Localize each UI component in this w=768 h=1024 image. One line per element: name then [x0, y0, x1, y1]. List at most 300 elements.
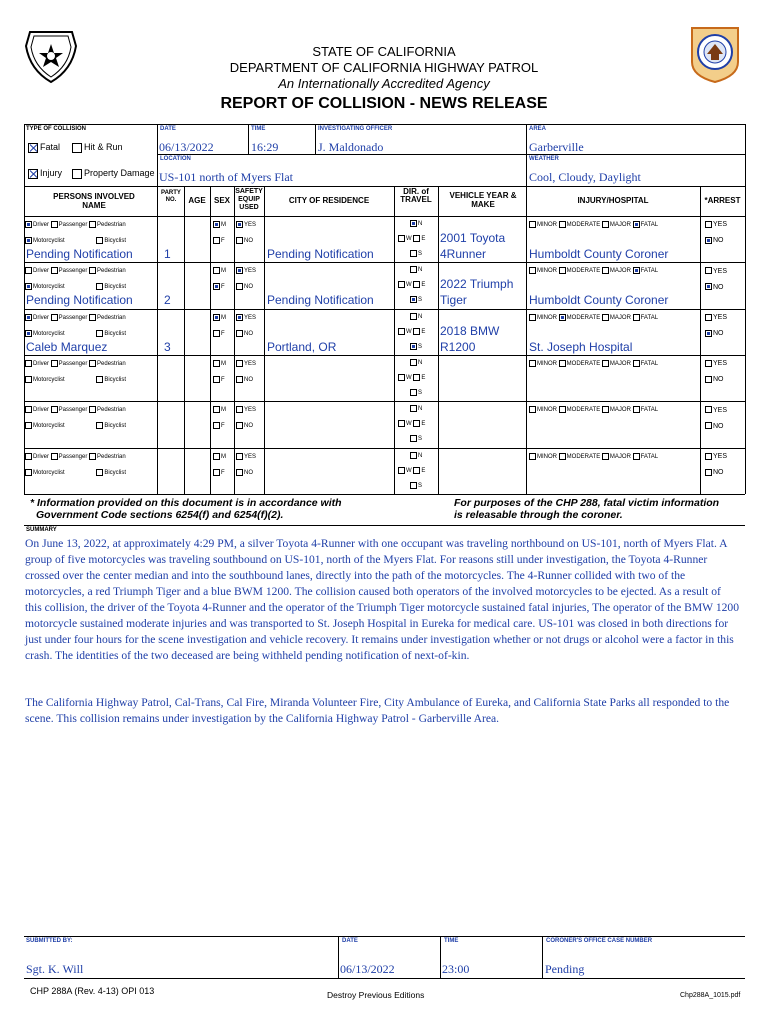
- safety-yes-option[interactable]: [236, 222, 256, 228]
- fatal-checkbox[interactable]: [28, 142, 60, 153]
- dir-n-option[interactable]: [410, 406, 422, 412]
- vehicle-line1: 2018 BMW: [440, 323, 500, 338]
- dir-s-option[interactable]: [410, 436, 422, 442]
- driver-option[interactable]: [25, 361, 49, 367]
- dir-s-option-label: S: [418, 297, 423, 304]
- dir-w-option[interactable]: [398, 468, 412, 474]
- arrest-no-option[interactable]: [705, 237, 724, 244]
- safety-no-option[interactable]: [236, 423, 253, 429]
- bicyclist-option-label: Bicyclist: [104, 330, 127, 337]
- injury-minor-option[interactable]: [529, 407, 557, 413]
- pedestrian-option[interactable]: [89, 268, 126, 274]
- dir-n-option-box: [410, 452, 417, 459]
- col-arrest: *ARREST: [704, 196, 741, 205]
- injury-fatal-option[interactable]: [633, 222, 658, 228]
- injury-hospital: Humboldt County Coroner: [529, 293, 669, 308]
- motorcyclist-option-label: Motorcyclist: [33, 284, 65, 291]
- safety-yes-option[interactable]: [236, 361, 256, 367]
- dir-n-option-label: N: [418, 267, 423, 274]
- injury-moderate-option-label: MODERATE: [566, 453, 601, 460]
- bicyclist-option-box: [96, 283, 103, 290]
- motorcyclist-option[interactable]: [25, 377, 65, 383]
- dir-s-option-label: S: [418, 436, 423, 443]
- pedestrian-option-label: Pedestrian: [97, 360, 126, 367]
- time-value: 16:29: [251, 140, 279, 154]
- passenger-option[interactable]: [51, 407, 88, 413]
- arrest-yes-option[interactable]: [705, 314, 727, 321]
- passenger-option-box: [51, 453, 58, 460]
- injury-minor-option-label: MINOR: [537, 407, 557, 414]
- sex-m-option[interactable]: [213, 222, 226, 228]
- injury-hospital: St. Joseph Hospital: [529, 339, 633, 354]
- passenger-option-box: [51, 314, 58, 321]
- passenger-option[interactable]: [51, 361, 88, 367]
- bicyclist-option-label: Bicyclist: [104, 423, 127, 430]
- injury-minor-option[interactable]: [529, 454, 557, 460]
- submitted-value: Sgt. K. Will: [26, 962, 84, 976]
- injury-fatal-option-box: [633, 453, 640, 460]
- arrest-no-option[interactable]: [705, 330, 724, 337]
- arrest-yes-option-label: YES: [713, 452, 728, 460]
- sex-f-option[interactable]: [213, 238, 225, 244]
- injury-moderate-option[interactable]: [559, 407, 601, 413]
- dir-s-option-label: S: [418, 251, 423, 258]
- arrest-no-option-box: [705, 330, 712, 337]
- coroner-line2: is releasable through the coroner.: [454, 509, 623, 521]
- pedestrian-option-box: [89, 221, 96, 228]
- driver-option-label: Driver: [33, 268, 49, 275]
- state-heading: STATE OF CALIFORNIA: [312, 44, 456, 59]
- motorcyclist-option-box: [25, 330, 32, 337]
- injury-moderate-option-label: MODERATE: [566, 314, 601, 321]
- property-box: [72, 169, 82, 179]
- motorcyclist-option-label: Motorcyclist: [33, 330, 65, 337]
- injury-fatal-option-box: [633, 406, 640, 413]
- passenger-option[interactable]: [51, 454, 88, 460]
- sex-f-option-box: [213, 283, 220, 290]
- injury-hospital: Humboldt County Coroner: [529, 247, 669, 261]
- arrest-no-option-box: [705, 237, 712, 244]
- dir-s-option-box: [410, 389, 417, 396]
- injury-fatal-option-label: FATAL: [640, 222, 659, 229]
- safety-yes-option-box: [236, 453, 243, 460]
- motorcyclist-option[interactable]: [25, 331, 65, 337]
- sex-f-option-label: F: [221, 423, 225, 430]
- motorcyclist-option[interactable]: [25, 423, 65, 429]
- vehicle-line2: R1200: [440, 339, 476, 354]
- driver-option[interactable]: [25, 268, 49, 274]
- injury-moderate-option-label: MODERATE: [566, 222, 601, 229]
- dir-s-option-box: [410, 343, 417, 350]
- col-dir: DIR. of TRAVEL: [400, 187, 432, 204]
- sex-f-option[interactable]: [213, 423, 225, 429]
- driver-option[interactable]: [25, 454, 49, 460]
- injury-minor-option[interactable]: [529, 268, 557, 274]
- pedestrian-option[interactable]: [89, 315, 126, 321]
- arrest-yes-option-label: YES: [713, 360, 728, 368]
- col-injury: INJURY/HOSPITAL: [577, 196, 649, 205]
- dir-n-option[interactable]: [410, 360, 422, 366]
- injury-check-mark: [28, 169, 38, 179]
- safety-yes-option-label: YES: [244, 407, 257, 414]
- person-name: Pending Notification: [26, 293, 133, 308]
- safety-yes-option-box: [236, 360, 243, 367]
- pedestrian-option-box: [89, 267, 96, 274]
- arrest-yes-option[interactable]: [705, 268, 727, 275]
- footer-time-label: TIME: [444, 938, 459, 944]
- col-sex: SEX: [213, 196, 230, 205]
- pedestrian-option-box: [89, 406, 96, 413]
- dir-w-option-box: [398, 374, 405, 381]
- injury-minor-option-label: MINOR: [537, 268, 557, 275]
- dir-e-option[interactable]: [413, 236, 425, 242]
- weather-label: WEATHER: [529, 156, 559, 162]
- motorcyclist-option[interactable]: [25, 470, 65, 476]
- dir-e-option[interactable]: [413, 375, 425, 381]
- pedestrian-option[interactable]: [89, 407, 126, 413]
- hit-run-label: Hit & Run: [84, 142, 123, 152]
- injury-minor-option-label: MINOR: [537, 453, 557, 460]
- motorcyclist-option-box: [25, 237, 32, 244]
- passenger-option-label: Passenger: [58, 314, 88, 321]
- sex-m-option-label: M: [221, 453, 226, 460]
- injury-minor-option[interactable]: [529, 222, 557, 228]
- footer-time-value: 23:00: [442, 962, 470, 976]
- safety-yes-option[interactable]: [236, 407, 256, 413]
- safety-yes-option[interactable]: [236, 454, 256, 460]
- motorcyclist-option-box: [25, 376, 32, 383]
- sex-m-option[interactable]: [213, 454, 226, 460]
- sex-f-option-label: F: [221, 376, 225, 383]
- dir-e-option[interactable]: [413, 282, 425, 288]
- city-of-residence: Pending Notification: [267, 293, 374, 308]
- injury-minor-option-box: [529, 406, 536, 413]
- arrest-no-option-label: NO: [713, 376, 724, 384]
- injury-moderate-option-box: [559, 406, 566, 413]
- sex-f-option-box: [213, 237, 220, 244]
- injury-moderate-option[interactable]: [559, 268, 601, 274]
- dir-e-option-box: [413, 328, 420, 335]
- hit-run-checkbox[interactable]: [72, 142, 123, 153]
- injury-minor-option-label: MINOR: [537, 360, 557, 367]
- injury-major-option-label: MAJOR: [609, 314, 631, 321]
- dir-w-option-box: [398, 328, 405, 335]
- sex-m-option[interactable]: [213, 268, 226, 274]
- col-party: PARTY NO.: [161, 190, 181, 203]
- safety-no-option[interactable]: [236, 238, 253, 244]
- injury-fatal-option[interactable]: [633, 454, 658, 460]
- sex-f-option-label: F: [221, 284, 225, 291]
- dir-s-option[interactable]: [410, 297, 422, 303]
- passenger-option[interactable]: [51, 222, 88, 228]
- dir-s-option[interactable]: [410, 251, 422, 257]
- driver-option-box: [25, 453, 32, 460]
- pedestrian-option-box: [89, 314, 96, 321]
- dir-s-option[interactable]: [410, 483, 422, 489]
- arrest-yes-option[interactable]: [705, 360, 727, 367]
- arrest-yes-option-label: YES: [713, 267, 728, 275]
- arrest-no-option[interactable]: [705, 469, 724, 476]
- safety-yes-option-box: [236, 314, 243, 321]
- passenger-option-label: Passenger: [58, 360, 88, 367]
- summary-label: SUMMARY: [26, 527, 57, 533]
- bicyclist-option[interactable]: [96, 238, 126, 244]
- driver-option-label: Driver: [33, 314, 49, 321]
- driver-option[interactable]: [25, 315, 49, 321]
- driver-option-label: Driver: [33, 222, 49, 229]
- sex-m-option[interactable]: [213, 407, 226, 413]
- injury-checkbox[interactable]: [28, 168, 62, 179]
- injury-major-option[interactable]: [602, 454, 631, 460]
- arrest-yes-option-box: [705, 314, 712, 321]
- injury-moderate-option[interactable]: [559, 454, 601, 460]
- dir-w-option[interactable]: [398, 282, 412, 288]
- safety-yes-option-box: [236, 221, 243, 228]
- injury-fatal-option-box: [633, 360, 640, 367]
- injury-minor-option[interactable]: [529, 315, 557, 321]
- injury-moderate-option-label: MODERATE: [566, 407, 601, 414]
- injury-major-option-label: MAJOR: [609, 268, 631, 275]
- dir-s-option[interactable]: [410, 390, 422, 396]
- injury-minor-option-box: [529, 267, 536, 274]
- motorcyclist-option-label: Motorcyclist: [33, 238, 65, 245]
- injury-minor-option-box: [529, 221, 536, 228]
- injury-major-option-box: [602, 314, 609, 321]
- injury-fatal-option-box: [633, 221, 640, 228]
- footer-date-label: DATE: [342, 938, 358, 944]
- type-of-collision-label: TYPE OF COLLISION: [26, 126, 87, 132]
- dir-n-option-label: N: [418, 406, 423, 413]
- passenger-option-label: Passenger: [58, 407, 88, 414]
- pedestrian-option[interactable]: [89, 361, 126, 367]
- fatal-label: Fatal: [40, 142, 61, 152]
- injury-moderate-option-label: MODERATE: [566, 268, 601, 275]
- passenger-option[interactable]: [51, 268, 88, 274]
- col-age: AGE: [188, 196, 206, 205]
- sex-f-option[interactable]: [213, 377, 225, 383]
- sex-m-option-label: M: [221, 268, 226, 275]
- bicyclist-option-label: Bicyclist: [104, 284, 127, 291]
- safety-no-option-box: [236, 237, 243, 244]
- driver-option[interactable]: [25, 407, 49, 413]
- arrest-no-option[interactable]: [705, 423, 724, 430]
- motorcyclist-option-box: [25, 283, 32, 290]
- injury-moderate-option[interactable]: [559, 222, 601, 228]
- injury-minor-option-box: [529, 453, 536, 460]
- dir-n-option-label: N: [418, 359, 423, 366]
- bicyclist-option[interactable]: [96, 284, 126, 290]
- motorcyclist-option-label: Motorcyclist: [33, 469, 65, 476]
- injury-fatal-option-box: [633, 314, 640, 321]
- dir-s-option-label: S: [418, 343, 423, 350]
- dir-n-option-label: N: [418, 313, 423, 320]
- passenger-option[interactable]: [51, 315, 88, 321]
- dir-n-option-box: [410, 220, 417, 227]
- injury-major-option[interactable]: [602, 315, 631, 321]
- safety-no-option[interactable]: [236, 377, 253, 383]
- col-vehicle: VEHICLE YEAR & MAKE: [449, 191, 517, 209]
- bicyclist-option-box: [96, 330, 103, 337]
- arrest-no-option[interactable]: [705, 376, 724, 383]
- dir-s-option[interactable]: [410, 344, 422, 350]
- property-damage-checkbox[interactable]: [72, 168, 155, 179]
- injury-major-option[interactable]: [602, 407, 631, 413]
- driver-option-label: Driver: [33, 407, 49, 414]
- sex-m-option-box: [213, 360, 220, 367]
- safety-yes-option-label: YES: [244, 453, 257, 460]
- department-heading: DEPARTMENT OF CALIFORNIA HIGHWAY PATROL: [229, 60, 539, 75]
- weather-value: Cool, Cloudy, Daylight: [529, 170, 641, 184]
- safety-yes-option-label: YES: [244, 268, 257, 275]
- sex-f-option-box: [213, 376, 220, 383]
- arrest-no-option[interactable]: [705, 284, 724, 291]
- safety-no-option[interactable]: [236, 470, 253, 476]
- injury-moderate-option-box: [559, 360, 566, 367]
- vehicle-line2: 4Runner: [440, 247, 487, 261]
- injury-major-option-box: [602, 406, 609, 413]
- bicyclist-option-box: [96, 422, 103, 429]
- file-id: Chp288A_1015.pdf: [680, 992, 741, 999]
- injury-major-option-label: MAJOR: [609, 360, 631, 367]
- dir-w-option-box: [398, 420, 405, 427]
- injury-minor-option-box: [529, 360, 536, 367]
- dir-w-option[interactable]: [398, 236, 412, 242]
- injury-major-option-box: [602, 221, 609, 228]
- injury-fatal-option[interactable]: [633, 361, 658, 367]
- driver-option-label: Driver: [33, 360, 49, 367]
- pedestrian-option[interactable]: [89, 222, 126, 228]
- sex-m-option-box: [213, 221, 220, 228]
- dir-w-option[interactable]: [398, 329, 412, 335]
- safety-yes-option-label: YES: [244, 314, 257, 321]
- injury-fatal-option-label: FATAL: [640, 314, 659, 321]
- bicyclist-option-box: [96, 376, 103, 383]
- summary-text: [25, 536, 740, 727]
- arrest-no-option-label: NO: [713, 237, 724, 245]
- arrest-yes-option-label: YES: [713, 221, 728, 229]
- pedestrian-option-label: Pedestrian: [97, 407, 126, 414]
- dir-n-option[interactable]: [410, 453, 422, 459]
- bicyclist-option[interactable]: [96, 470, 126, 476]
- sex-m-option-box: [213, 267, 220, 274]
- arrest-yes-option[interactable]: [705, 453, 727, 460]
- vehicle-line1: 2022 Triumph: [440, 277, 514, 292]
- safety-yes-option[interactable]: [236, 268, 256, 274]
- summary-paragraph-2: The California Highway Patrol, Cal-Trans, Cal Fire, Miranda Volunteer Fire, City Ambulance of Eureka, and California State Parks all responded to the scene. This collision remains under investigation by the California Highway Patrol - Garberville Area.: [25, 696, 730, 725]
- vehicle-line2: Tiger: [440, 293, 467, 308]
- bicyclist-option[interactable]: [96, 377, 126, 383]
- injury-moderate-option[interactable]: [559, 361, 601, 367]
- location-value: US-101 north of Myers Flat: [159, 170, 293, 184]
- dir-e-option[interactable]: [413, 329, 425, 335]
- dir-n-option-box: [410, 359, 417, 366]
- driver-option[interactable]: [25, 222, 49, 228]
- bicyclist-option[interactable]: [96, 331, 126, 337]
- safety-no-option-box: [236, 422, 243, 429]
- injury-major-option[interactable]: [602, 222, 631, 228]
- pedestrian-option[interactable]: [89, 454, 126, 460]
- safety-no-option-label: NO: [244, 376, 253, 383]
- sex-f-option-box: [213, 469, 220, 476]
- injury-major-option[interactable]: [602, 268, 631, 274]
- injury-major-option-label: MAJOR: [609, 453, 631, 460]
- arrest-yes-option[interactable]: [705, 221, 727, 228]
- arrest-no-option-label: NO: [713, 422, 724, 430]
- safety-no-option[interactable]: [236, 331, 253, 337]
- arrest-yes-option-box: [705, 267, 712, 274]
- passenger-option-box: [51, 406, 58, 413]
- party-number: 1: [164, 247, 171, 261]
- injury-moderate-option[interactable]: [559, 315, 601, 321]
- safety-no-option-box: [236, 283, 243, 290]
- dir-w-option-label: W: [406, 282, 412, 289]
- sex-m-option-label: M: [221, 314, 226, 321]
- arrest-yes-option-box: [705, 221, 712, 228]
- safety-yes-option[interactable]: [236, 315, 256, 321]
- injury-major-option-box: [602, 267, 609, 274]
- sex-f-option[interactable]: [213, 284, 225, 290]
- bicyclist-option[interactable]: [96, 423, 126, 429]
- dir-s-option-label: S: [418, 482, 423, 489]
- report-title: REPORT OF COLLISION - NEWS RELEASE: [220, 95, 548, 112]
- arrest-yes-option[interactable]: [705, 407, 727, 414]
- injury-fatal-option[interactable]: [633, 407, 658, 413]
- injury-major-option[interactable]: [602, 361, 631, 367]
- motorcyclist-option[interactable]: [25, 284, 65, 290]
- injury-fatal-option[interactable]: [633, 315, 658, 321]
- motorcyclist-option[interactable]: [25, 238, 65, 244]
- dir-n-option[interactable]: [410, 314, 422, 320]
- dir-e-option[interactable]: [413, 468, 425, 474]
- dir-e-option[interactable]: [413, 421, 425, 427]
- sex-f-option[interactable]: [213, 331, 225, 337]
- arrest-no-option-box: [705, 422, 712, 429]
- dir-w-option[interactable]: [398, 421, 412, 427]
- coroner-line1: For purposes of the CHP 288, fatal victim information: [454, 497, 720, 509]
- dir-n-option[interactable]: [410, 267, 422, 273]
- gov-code-note: [30, 497, 342, 521]
- injury-major-option-label: MAJOR: [609, 222, 631, 229]
- injury-fatal-option[interactable]: [633, 268, 658, 274]
- vehicle-line1: 2001 Toyota: [440, 231, 506, 245]
- area-label: AREA: [529, 126, 547, 132]
- driver-option-box: [25, 267, 32, 274]
- injury-fatal-option-label: FATAL: [640, 407, 659, 414]
- sex-f-option[interactable]: [213, 470, 225, 476]
- dir-w-option-label: W: [406, 236, 412, 243]
- dir-s-option-box: [410, 296, 417, 303]
- sex-m-option[interactable]: [213, 315, 226, 321]
- driver-option-box: [25, 360, 32, 367]
- dir-n-option-label: N: [418, 452, 423, 459]
- injury-moderate-option-label: MODERATE: [566, 360, 601, 367]
- dir-w-option-box: [398, 281, 405, 288]
- property-label: Property Damage: [84, 168, 155, 178]
- sex-m-option[interactable]: [213, 361, 226, 367]
- passenger-option-box: [51, 221, 58, 228]
- injury-minor-option[interactable]: [529, 361, 557, 367]
- coroner-note: [454, 497, 719, 521]
- dir-w-option-label: W: [406, 374, 412, 381]
- injury-fatal-option-box: [633, 267, 640, 274]
- destroy-note: Destroy Previous Editions: [327, 990, 425, 1000]
- injury-label: Injury: [40, 168, 63, 178]
- dir-w-option[interactable]: [398, 375, 412, 381]
- safety-no-option[interactable]: [236, 284, 253, 290]
- dir-n-option-label: N: [418, 221, 423, 228]
- passenger-option-box: [51, 360, 58, 367]
- dir-n-option[interactable]: [410, 221, 422, 227]
